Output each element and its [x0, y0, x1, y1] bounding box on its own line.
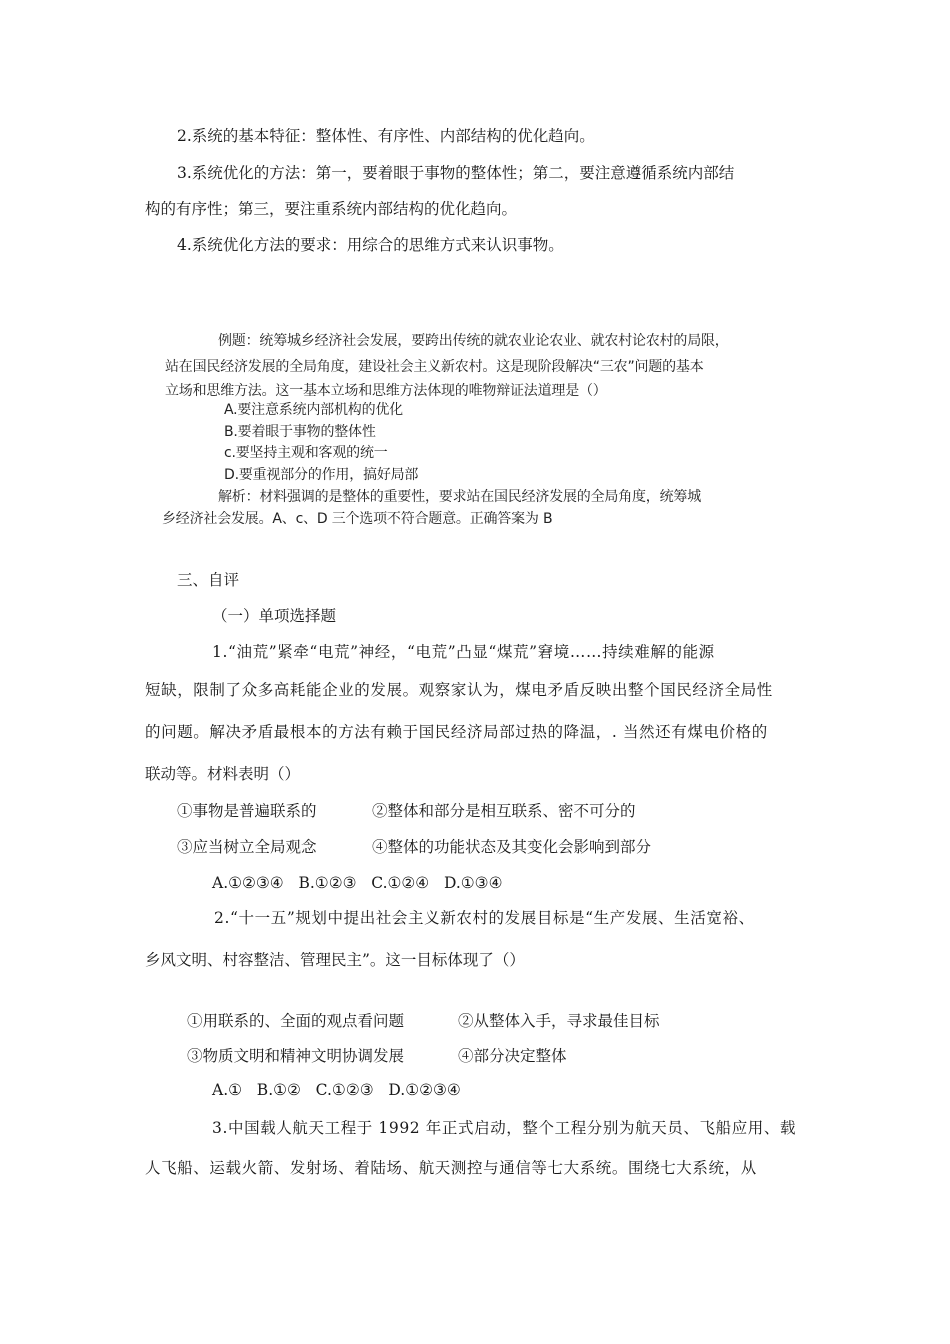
q1-line-4: 联动等。材料表明（） — [145, 765, 301, 783]
self-review-subheading: （一）单项选择题 — [212, 607, 337, 625]
q3-line-2: 人飞船、运载火箭、发射场、着陆场、航天测控与通信等七大系统。围绕七大系统，从 — [145, 1159, 757, 1177]
example-option-d: D.要重视部分的作用，搞好局部 — [224, 467, 419, 483]
q1-line-1: 1.“油荒”紧牵“电荒”神经，“电荒”凸显“煤荒”窘境……持续难解的能源 — [212, 643, 715, 661]
summary-item-3-line2: 构的有序性；第三，要注重系统内部结构的优化趋向。 — [145, 200, 518, 218]
q2-choices: A.① B.①② C.①②③ D.①②③④ — [212, 1081, 461, 1099]
q1-option-4: ④整体的功能状态及其变化会影响到部分 — [372, 838, 652, 856]
example-option-b: B.要着眼于事物的整体性 — [224, 424, 376, 440]
q1-line-2: 短缺，限制了众多高耗能企业的发展。观察家认为，煤电矛盾反映出整个国民经济全局性 — [145, 681, 773, 699]
self-review-heading: 三、自评 — [177, 571, 240, 589]
summary-item-4: 4.系统优化方法的要求：用综合的思维方式来认识事物。 — [177, 236, 564, 254]
q2-option-1: ①用联系的、全面的观点看问题 — [187, 1012, 405, 1030]
q3-line-1: 3.中国载人航天工程于 1992 年正式启动，整个工程分别为航天员、飞船应用、载 — [212, 1119, 797, 1137]
q1-option-3: ③应当树立全局观念 — [177, 838, 317, 856]
example-option-a: A.要注意系统内部机构的优化 — [224, 402, 403, 418]
q1-option-2: ②整体和部分是相互联系、密不可分的 — [372, 802, 636, 820]
q1-option-1: ①事物是普遍联系的 — [177, 802, 317, 820]
q2-option-2: ②从整体入手，寻求最佳目标 — [458, 1012, 660, 1030]
q2-line-2: 乡风文明、村容整洁、管理民主”。这一目标体现了（） — [145, 951, 525, 969]
example-line-2: 站在国民经济发展的全局角度，建设社会主义新农村。这是现阶段解决“三农”问题的基本 — [165, 359, 704, 375]
summary-item-2: 2.系统的基本特征：整体性、有序性、内部结构的优化趋向。 — [177, 127, 595, 145]
summary-item-3-line1: 3.系统优化的方法：第一，要着眼于事物的整体性；第二，要注意遵循系统内部结 — [177, 164, 735, 182]
example-analysis-line-2: 乡经济社会发展。A、c、D 三个选项不符合题意。正确答案为 B — [162, 511, 553, 527]
example-line-3: 立场和思维方法。这一基本立场和思维方法体现的唯物辩证法道理是（） — [165, 383, 607, 399]
example-analysis-line-1: 解析：材料强调的是整体的重要性，要求站在国民经济发展的全局角度，统筹城 — [218, 489, 701, 505]
q2-option-4: ④部分决定整体 — [458, 1047, 567, 1065]
example-option-c: c.要坚持主观和客观的统一 — [224, 445, 388, 461]
q1-choices: A.①②③④ B.①②③ C.①②④ D.①③④ — [212, 874, 503, 892]
q2-line-1: 2.“十一五”规划中提出社会主义新农村的发展目标是“生产发展、生活宽裕、 — [214, 909, 755, 927]
q1-line-3: 的问题。解决矛盾最根本的方法有赖于国民经济局部过热的降温，. 当然还有煤电价格的 — [145, 723, 768, 741]
q2-option-3: ③物质文明和精神文明协调发展 — [187, 1047, 405, 1065]
example-line-1: 例题：统筹城乡经济社会发展，要跨出传统的就农业论农业、就农村论农村的局限， — [218, 333, 729, 349]
